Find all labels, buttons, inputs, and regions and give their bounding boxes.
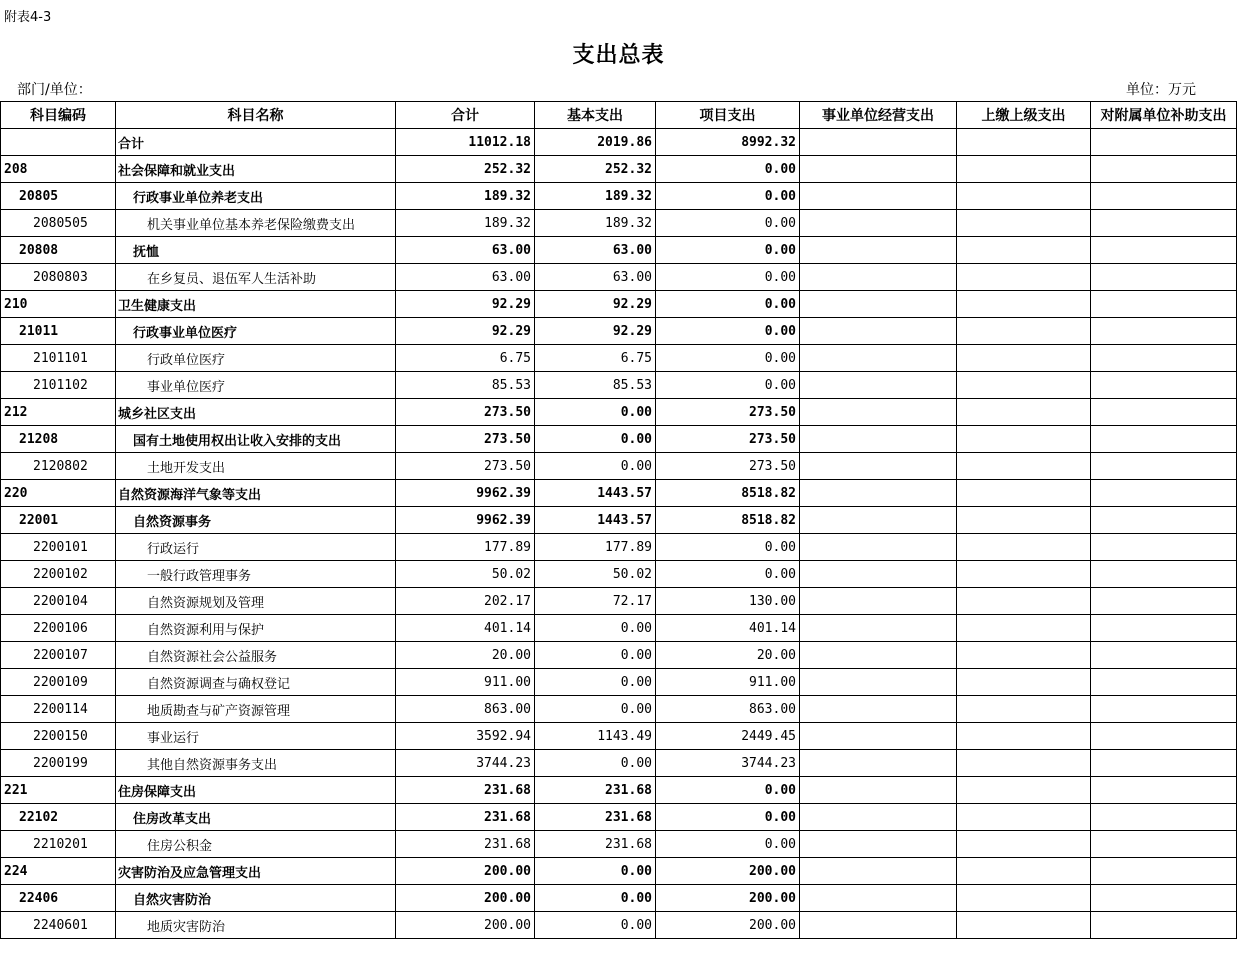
cell-basic: 1443.57 (535, 507, 656, 534)
cell-business (800, 588, 957, 615)
cell-name: 土地开发支出 (116, 453, 396, 480)
cell-upper (957, 129, 1091, 156)
table-row (1, 372, 1237, 399)
cell-basic: 0.00 (535, 426, 656, 453)
cell-code: 21011 (1, 318, 116, 345)
table-row (1, 345, 1237, 372)
cell-upper (957, 750, 1091, 777)
cell-upper (957, 534, 1091, 561)
cell-basic: 0.00 (535, 885, 656, 912)
cell-upper (957, 831, 1091, 858)
cell-name: 社会保障和就业支出 (116, 156, 396, 183)
cell-basic: 85.53 (535, 372, 656, 399)
cell-subsidy (1091, 183, 1237, 210)
cell-business (800, 345, 957, 372)
cell-name: 事业运行 (116, 723, 396, 750)
table-row (1, 480, 1237, 507)
cell-code: 2101102 (1, 372, 116, 399)
header-business: 事业单位经营支出 (800, 102, 957, 129)
cell-name: 国有土地使用权出让收入安排的支出 (116, 426, 396, 453)
cell-subsidy (1091, 669, 1237, 696)
cell-subsidy (1091, 507, 1237, 534)
cell-name: 地质灾害防治 (116, 912, 396, 939)
cell-upper (957, 804, 1091, 831)
department-label: 部门/单位： (17, 82, 92, 98)
cell-business (800, 750, 957, 777)
header-upper: 上缴上级支出 (957, 102, 1091, 129)
cell-upper (957, 480, 1091, 507)
cell-name: 其他自然资源事务支出 (116, 750, 396, 777)
cell-basic: 231.68 (535, 777, 656, 804)
table-row (1, 561, 1237, 588)
cell-project: 8518.82 (656, 480, 800, 507)
cell-basic: 177.89 (535, 534, 656, 561)
table-row (1, 831, 1237, 858)
cell-total: 200.00 (396, 885, 535, 912)
cell-business (800, 561, 957, 588)
cell-basic: 0.00 (535, 912, 656, 939)
cell-code: 20805 (1, 183, 116, 210)
cell-upper (957, 399, 1091, 426)
cell-business (800, 372, 957, 399)
cell-name: 地质勘查与矿产资源管理 (116, 696, 396, 723)
cell-name: 住房公积金 (116, 831, 396, 858)
cell-code (1, 129, 116, 156)
cell-project: 0.00 (656, 561, 800, 588)
cell-project: 863.00 (656, 696, 800, 723)
table-row (1, 804, 1237, 831)
cell-code: 2210201 (1, 831, 116, 858)
cell-total: 9962.39 (396, 480, 535, 507)
cell-name: 自然资源社会公益服务 (116, 642, 396, 669)
cell-business (800, 507, 957, 534)
cell-name: 合计 (116, 129, 396, 156)
cell-subsidy (1091, 831, 1237, 858)
cell-project: 0.00 (656, 831, 800, 858)
cell-upper (957, 156, 1091, 183)
cell-name: 行政事业单位养老支出 (116, 183, 396, 210)
cell-project: 3744.23 (656, 750, 800, 777)
cell-project: 273.50 (656, 453, 800, 480)
cell-upper (957, 345, 1091, 372)
cell-upper (957, 642, 1091, 669)
cell-code: 22102 (1, 804, 116, 831)
cell-code: 21208 (1, 426, 116, 453)
cell-project: 0.00 (656, 156, 800, 183)
cell-business (800, 669, 957, 696)
cell-business (800, 534, 957, 561)
cell-total: 63.00 (396, 237, 535, 264)
cell-subsidy (1091, 291, 1237, 318)
cell-business (800, 399, 957, 426)
cell-total: 92.29 (396, 291, 535, 318)
cell-basic: 63.00 (535, 237, 656, 264)
cell-name: 城乡社区支出 (116, 399, 396, 426)
cell-code: 2200109 (1, 669, 116, 696)
cell-project: 0.00 (656, 777, 800, 804)
cell-code: 2200114 (1, 696, 116, 723)
cell-name: 灾害防治及应急管理支出 (116, 858, 396, 885)
cell-name: 卫生健康支出 (116, 291, 396, 318)
cell-code: 208 (1, 156, 116, 183)
cell-name: 在乡复员、退伍军人生活补助 (116, 264, 396, 291)
cell-basic: 63.00 (535, 264, 656, 291)
cell-project: 8992.32 (656, 129, 800, 156)
header-total: 合计 (396, 102, 535, 129)
table-row (1, 183, 1237, 210)
cell-project: 273.50 (656, 426, 800, 453)
cell-subsidy (1091, 642, 1237, 669)
cell-subsidy (1091, 426, 1237, 453)
cell-total: 200.00 (396, 912, 535, 939)
table-row (1, 156, 1237, 183)
cell-upper (957, 210, 1091, 237)
table-row (1, 588, 1237, 615)
expenditure-table (0, 101, 1237, 939)
cell-basic: 92.29 (535, 318, 656, 345)
cell-project: 0.00 (656, 534, 800, 561)
cell-basic: 2019.86 (535, 129, 656, 156)
cell-total: 3592.94 (396, 723, 535, 750)
cell-total: 231.68 (396, 777, 535, 804)
cell-upper (957, 264, 1091, 291)
cell-business (800, 183, 957, 210)
page-title: 支出总表 (572, 43, 665, 68)
cell-name: 机关事业单位基本养老保险缴费支出 (116, 210, 396, 237)
cell-total: 3744.23 (396, 750, 535, 777)
cell-business (800, 237, 957, 264)
cell-upper (957, 507, 1091, 534)
cell-total: 63.00 (396, 264, 535, 291)
cell-upper (957, 318, 1091, 345)
cell-total: 200.00 (396, 858, 535, 885)
cell-code: 20808 (1, 237, 116, 264)
cell-project: 273.50 (656, 399, 800, 426)
cell-subsidy (1091, 372, 1237, 399)
cell-total: 273.50 (396, 453, 535, 480)
header-name: 科目名称 (116, 102, 396, 129)
cell-project: 0.00 (656, 237, 800, 264)
cell-project: 2449.45 (656, 723, 800, 750)
cell-subsidy (1091, 399, 1237, 426)
cell-name: 住房改革支出 (116, 804, 396, 831)
cell-upper (957, 291, 1091, 318)
cell-project: 0.00 (656, 183, 800, 210)
table-row (1, 210, 1237, 237)
cell-total: 273.50 (396, 426, 535, 453)
cell-business (800, 831, 957, 858)
cell-project: 0.00 (656, 210, 800, 237)
table-row (1, 129, 1237, 156)
cell-basic: 92.29 (535, 291, 656, 318)
cell-upper (957, 696, 1091, 723)
cell-upper (957, 237, 1091, 264)
cell-business (800, 264, 957, 291)
cell-basic: 6.75 (535, 345, 656, 372)
cell-basic: 189.32 (535, 210, 656, 237)
cell-project: 200.00 (656, 858, 800, 885)
cell-upper (957, 453, 1091, 480)
cell-subsidy (1091, 156, 1237, 183)
table-row (1, 696, 1237, 723)
cell-upper (957, 426, 1091, 453)
table-row (1, 426, 1237, 453)
cell-total: 177.89 (396, 534, 535, 561)
table-header-row (1, 102, 1237, 129)
cell-code: 224 (1, 858, 116, 885)
cell-name: 行政运行 (116, 534, 396, 561)
cell-project: 911.00 (656, 669, 800, 696)
cell-upper (957, 183, 1091, 210)
cell-basic: 0.00 (535, 750, 656, 777)
cell-project: 0.00 (656, 345, 800, 372)
cell-project: 401.14 (656, 615, 800, 642)
cell-upper (957, 777, 1091, 804)
cell-code: 2120802 (1, 453, 116, 480)
cell-project: 0.00 (656, 318, 800, 345)
cell-code: 2200150 (1, 723, 116, 750)
cell-total: 189.32 (396, 183, 535, 210)
cell-name: 自然资源规划及管理 (116, 588, 396, 615)
cell-business (800, 156, 957, 183)
cell-name: 住房保障支出 (116, 777, 396, 804)
cell-project: 0.00 (656, 372, 800, 399)
cell-subsidy (1091, 480, 1237, 507)
cell-code: 2080803 (1, 264, 116, 291)
cell-project: 200.00 (656, 912, 800, 939)
cell-total: 863.00 (396, 696, 535, 723)
cell-total: 911.00 (396, 669, 535, 696)
cell-code: 2200199 (1, 750, 116, 777)
cell-code: 2200102 (1, 561, 116, 588)
cell-name: 一般行政管理事务 (116, 561, 396, 588)
cell-upper (957, 669, 1091, 696)
cell-total: 231.68 (396, 804, 535, 831)
table-row (1, 885, 1237, 912)
cell-basic: 0.00 (535, 642, 656, 669)
cell-basic: 252.32 (535, 156, 656, 183)
cell-name: 自然灾害防治 (116, 885, 396, 912)
table-row (1, 264, 1237, 291)
table-row (1, 912, 1237, 939)
cell-project: 0.00 (656, 291, 800, 318)
cell-total: 252.32 (396, 156, 535, 183)
cell-total: 85.53 (396, 372, 535, 399)
header-code: 科目编码 (1, 102, 116, 129)
cell-subsidy (1091, 129, 1237, 156)
table-row (1, 237, 1237, 264)
cell-name: 事业单位医疗 (116, 372, 396, 399)
cell-basic: 0.00 (535, 615, 656, 642)
cell-code: 2101101 (1, 345, 116, 372)
cell-subsidy (1091, 588, 1237, 615)
cell-total: 231.68 (396, 831, 535, 858)
cell-code: 22001 (1, 507, 116, 534)
cell-upper (957, 723, 1091, 750)
table-row (1, 858, 1237, 885)
cell-subsidy (1091, 696, 1237, 723)
annex-label: 附表4-3 (4, 10, 52, 25)
table-row (1, 615, 1237, 642)
cell-code: 2200104 (1, 588, 116, 615)
cell-upper (957, 615, 1091, 642)
cell-business (800, 642, 957, 669)
table-row (1, 318, 1237, 345)
cell-upper (957, 885, 1091, 912)
table-body (1, 129, 1237, 939)
cell-project: 200.00 (656, 885, 800, 912)
cell-upper (957, 588, 1091, 615)
cell-total: 273.50 (396, 399, 535, 426)
cell-basic: 72.17 (535, 588, 656, 615)
cell-project: 8518.82 (656, 507, 800, 534)
cell-basic: 0.00 (535, 669, 656, 696)
cell-basic: 231.68 (535, 804, 656, 831)
cell-code: 2200101 (1, 534, 116, 561)
table-row (1, 642, 1237, 669)
cell-subsidy (1091, 615, 1237, 642)
cell-subsidy (1091, 210, 1237, 237)
cell-business (800, 858, 957, 885)
cell-basic: 1143.49 (535, 723, 656, 750)
cell-code: 220 (1, 480, 116, 507)
cell-total: 401.14 (396, 615, 535, 642)
cell-total: 50.02 (396, 561, 535, 588)
cell-name: 抚恤 (116, 237, 396, 264)
cell-business (800, 210, 957, 237)
unit-label: 单位：万元 (1126, 82, 1196, 98)
cell-business (800, 291, 957, 318)
cell-business (800, 777, 957, 804)
table-row (1, 291, 1237, 318)
cell-code: 2080505 (1, 210, 116, 237)
table-row (1, 507, 1237, 534)
cell-subsidy (1091, 750, 1237, 777)
cell-business (800, 480, 957, 507)
table-row (1, 453, 1237, 480)
cell-name: 自然资源调查与确权登记 (116, 669, 396, 696)
table-row (1, 399, 1237, 426)
cell-total: 9962.39 (396, 507, 535, 534)
cell-total: 6.75 (396, 345, 535, 372)
cell-subsidy (1091, 885, 1237, 912)
cell-total: 20.00 (396, 642, 535, 669)
cell-business (800, 885, 957, 912)
cell-code: 212 (1, 399, 116, 426)
cell-code: 2200107 (1, 642, 116, 669)
cell-project: 0.00 (656, 804, 800, 831)
cell-total: 92.29 (396, 318, 535, 345)
cell-basic: 231.68 (535, 831, 656, 858)
cell-subsidy (1091, 318, 1237, 345)
cell-upper (957, 372, 1091, 399)
cell-basic: 0.00 (535, 696, 656, 723)
cell-project: 130.00 (656, 588, 800, 615)
cell-business (800, 723, 957, 750)
cell-subsidy (1091, 777, 1237, 804)
cell-total: 189.32 (396, 210, 535, 237)
cell-business (800, 318, 957, 345)
table-row (1, 723, 1237, 750)
cell-basic: 0.00 (535, 399, 656, 426)
cell-subsidy (1091, 804, 1237, 831)
table-row (1, 534, 1237, 561)
cell-subsidy (1091, 264, 1237, 291)
cell-subsidy (1091, 345, 1237, 372)
cell-subsidy (1091, 453, 1237, 480)
cell-subsidy (1091, 237, 1237, 264)
cell-code: 22406 (1, 885, 116, 912)
cell-upper (957, 858, 1091, 885)
cell-name: 行政事业单位医疗 (116, 318, 396, 345)
cell-basic: 0.00 (535, 858, 656, 885)
cell-code: 2240601 (1, 912, 116, 939)
cell-total: 11012.18 (396, 129, 535, 156)
cell-subsidy (1091, 912, 1237, 939)
cell-business (800, 426, 957, 453)
cell-code: 2200106 (1, 615, 116, 642)
cell-subsidy (1091, 534, 1237, 561)
header-project: 项目支出 (656, 102, 800, 129)
table-row (1, 669, 1237, 696)
cell-basic: 0.00 (535, 453, 656, 480)
cell-business (800, 696, 957, 723)
table-row (1, 777, 1237, 804)
cell-basic: 189.32 (535, 183, 656, 210)
cell-upper (957, 912, 1091, 939)
cell-code: 210 (1, 291, 116, 318)
cell-project: 0.00 (656, 264, 800, 291)
cell-name: 自然资源利用与保护 (116, 615, 396, 642)
cell-business (800, 912, 957, 939)
cell-business (800, 615, 957, 642)
cell-business (800, 129, 957, 156)
cell-basic: 50.02 (535, 561, 656, 588)
cell-total: 202.17 (396, 588, 535, 615)
header-subsidy: 对附属单位补助支出 (1091, 102, 1237, 129)
table-row (1, 750, 1237, 777)
cell-name: 自然资源海洋气象等支出 (116, 480, 396, 507)
cell-code: 221 (1, 777, 116, 804)
cell-name: 自然资源事务 (116, 507, 396, 534)
cell-business (800, 453, 957, 480)
cell-upper (957, 561, 1091, 588)
cell-project: 20.00 (656, 642, 800, 669)
cell-subsidy (1091, 561, 1237, 588)
cell-subsidy (1091, 723, 1237, 750)
header-basic: 基本支出 (535, 102, 656, 129)
cell-subsidy (1091, 858, 1237, 885)
cell-basic: 1443.57 (535, 480, 656, 507)
cell-name: 行政单位医疗 (116, 345, 396, 372)
cell-business (800, 804, 957, 831)
